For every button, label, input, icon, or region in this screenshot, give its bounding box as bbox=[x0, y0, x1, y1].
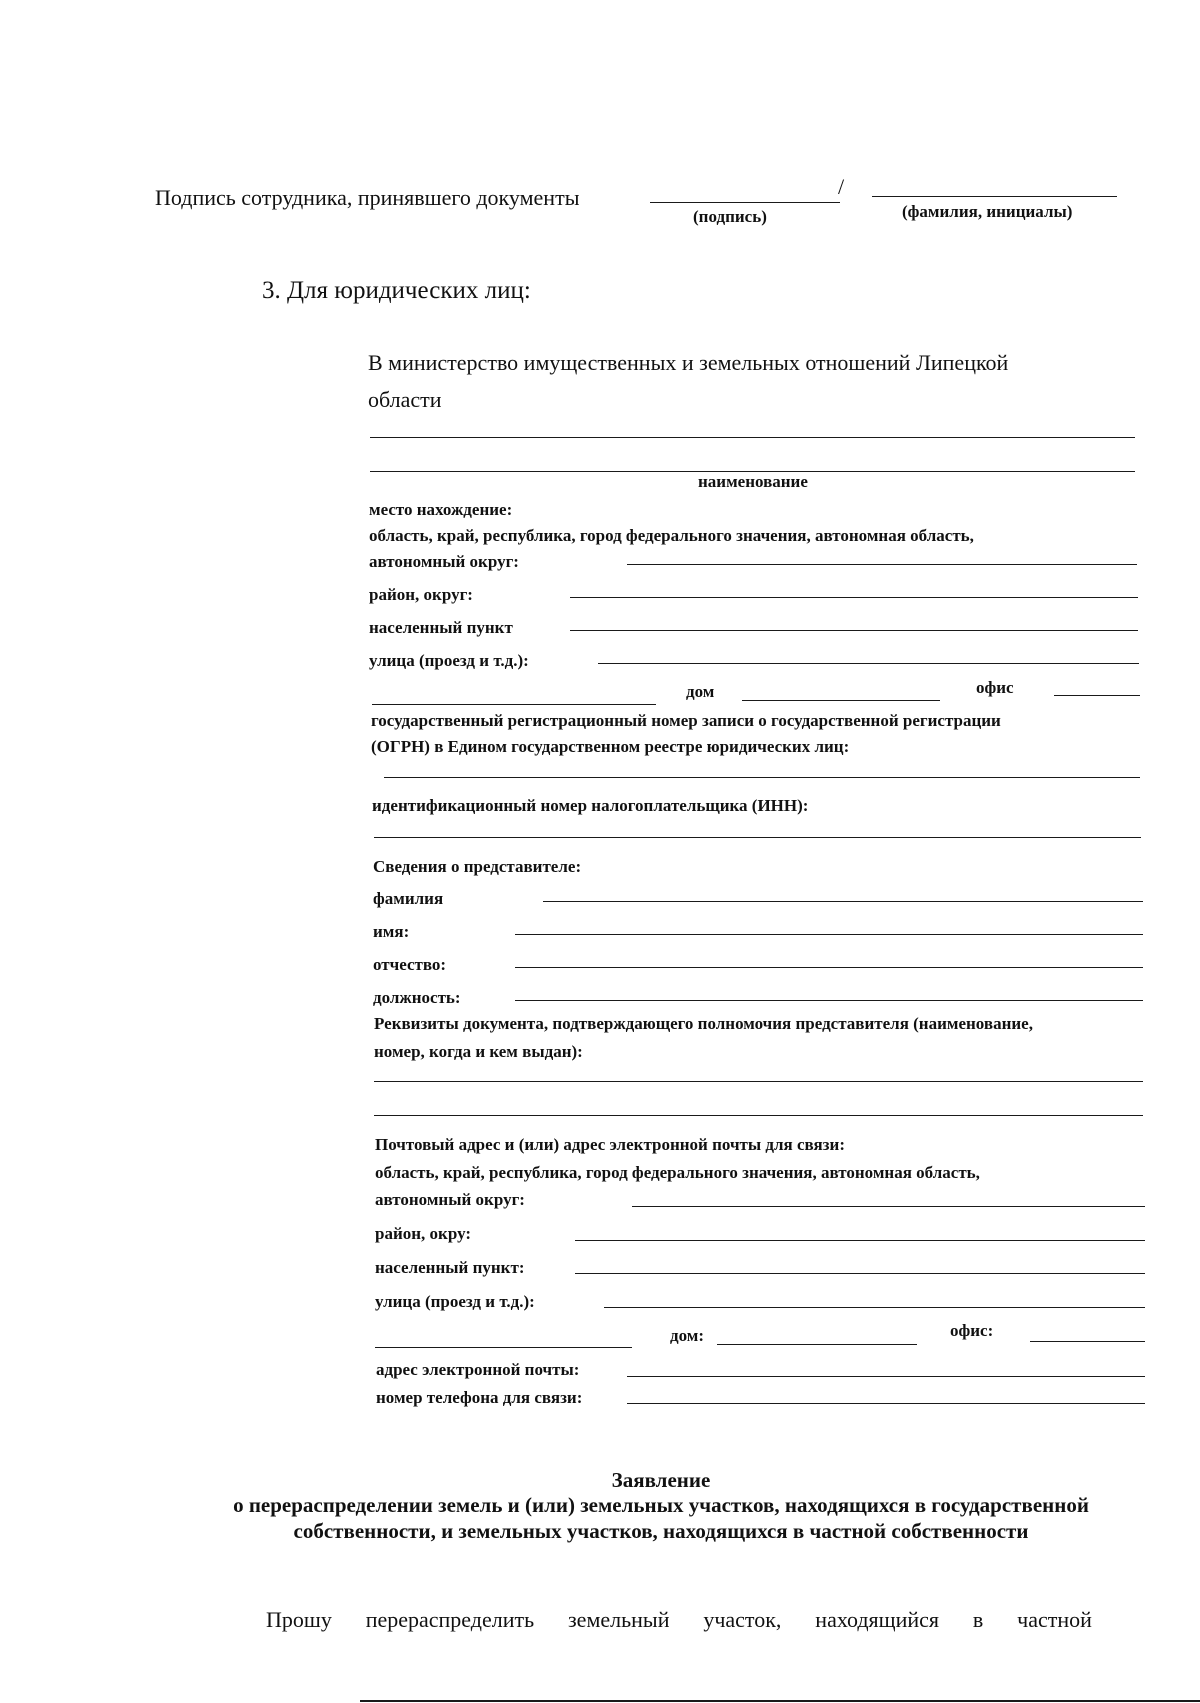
location-district-label: район, округ: bbox=[369, 585, 473, 604]
statement-title: Заявление bbox=[611, 1468, 711, 1492]
statement-word: перераспределить bbox=[365, 1607, 535, 1632]
location-region-line-1: область, край, республика, город федерального значения, автономная область, bbox=[369, 526, 974, 545]
postal-street-field[interactable] bbox=[604, 1307, 1145, 1308]
location-house-label: дом bbox=[686, 682, 715, 701]
ogrn-field[interactable] bbox=[384, 777, 1140, 778]
representative-patronymic-field[interactable] bbox=[515, 967, 1143, 968]
location-district-field[interactable] bbox=[570, 597, 1138, 598]
representative-name-label: имя: bbox=[373, 922, 410, 941]
postal-heading: Почтовый адрес и (или) адрес электронной почты для связи: bbox=[375, 1135, 845, 1154]
statement-word: участок, bbox=[703, 1607, 782, 1632]
section-heading: 3. Для юридических лиц: bbox=[262, 277, 531, 304]
ogrn-label-line-1: государственный регистрационный номер записи о государственной регистрации bbox=[371, 711, 1001, 730]
location-house-field[interactable] bbox=[742, 700, 940, 701]
postal-phone-label: номер телефона для связи: bbox=[376, 1388, 583, 1407]
postal-office-label: офис: bbox=[950, 1321, 994, 1340]
statement-body-line bbox=[266, 1607, 1092, 1633]
applicant-name-line-1 bbox=[370, 437, 1135, 438]
staff-signature-label: Подпись сотрудника, принявшего документы bbox=[155, 185, 580, 210]
representative-patronymic-label: отчество: bbox=[373, 955, 447, 974]
signature-slash: / bbox=[838, 174, 845, 199]
statement-word: земельный bbox=[567, 1607, 670, 1632]
postal-house-field[interactable] bbox=[717, 1344, 917, 1345]
addressee-line-2: области bbox=[368, 387, 442, 412]
name-caption: наименование bbox=[698, 472, 808, 491]
location-region-line-2: автономный округ: bbox=[369, 552, 519, 571]
representative-doc-label-line-1: Реквизиты документа, подтверждающего полномочия представителя (наименование, bbox=[374, 1014, 1033, 1033]
representative-doc-field-1[interactable] bbox=[374, 1081, 1143, 1082]
representative-surname-field[interactable] bbox=[543, 901, 1143, 902]
postal-locality-label: населенный пункт: bbox=[375, 1258, 525, 1277]
location-region-field[interactable] bbox=[627, 564, 1137, 565]
page-bottom-line bbox=[360, 1700, 1200, 1702]
statement-word: Прошу bbox=[266, 1607, 332, 1632]
addressee-line-1: В министерство имущественных и земельных отношений Липецкой bbox=[368, 350, 1009, 375]
location-heading: место нахождение: bbox=[369, 500, 513, 519]
ogrn-label-line-2: (ОГРН) в Едином государственном реестре юридических лиц: bbox=[371, 737, 850, 756]
inn-field[interactable] bbox=[374, 837, 1141, 838]
postal-region-line-1: область, край, республика, город федерального значения, автономная область, bbox=[375, 1163, 980, 1182]
inn-label: идентификационный номер налогоплательщика (ИНН): bbox=[372, 796, 809, 815]
location-street-label: улица (проезд и т.д.): bbox=[369, 651, 529, 670]
representative-doc-label-line-2: номер, когда и кем выдан): bbox=[374, 1042, 583, 1061]
name-initials-line bbox=[872, 196, 1117, 197]
postal-district-field[interactable] bbox=[575, 1240, 1145, 1241]
postal-locality-field[interactable] bbox=[575, 1273, 1145, 1274]
representative-heading: Сведения о представителе: bbox=[373, 857, 582, 876]
representative-surname-label: фамилия bbox=[373, 889, 444, 908]
postal-house-label: дом: bbox=[670, 1326, 705, 1345]
postal-street-field-2[interactable] bbox=[375, 1347, 632, 1348]
location-street-field-2[interactable] bbox=[372, 704, 656, 705]
representative-name-field[interactable] bbox=[515, 934, 1143, 935]
postal-street-label: улица (проезд и т.д.): bbox=[375, 1292, 535, 1311]
signature-caption: (подпись) bbox=[693, 207, 767, 226]
name-initials-caption: (фамилия, инициалы) bbox=[902, 202, 1073, 221]
representative-position-field[interactable] bbox=[515, 1000, 1143, 1001]
location-office-label: офис bbox=[976, 678, 1014, 697]
location-street-field[interactable] bbox=[598, 663, 1139, 664]
statement-word: частной bbox=[1017, 1607, 1092, 1632]
statement-subtitle-1: о перераспределении земель и (или) земельных участков, находящихся в государственной bbox=[233, 1493, 1089, 1517]
postal-region-line-2: автономный округ: bbox=[375, 1190, 525, 1209]
postal-phone-field[interactable] bbox=[627, 1403, 1145, 1404]
representative-position-label: должность: bbox=[373, 988, 461, 1007]
postal-office-field[interactable] bbox=[1030, 1341, 1145, 1342]
location-office-field[interactable] bbox=[1054, 695, 1140, 696]
statement-word: находящийся bbox=[815, 1607, 940, 1632]
statement-subtitle-2: собственности, и земельных участков, находящихся в частной собственности bbox=[293, 1519, 1029, 1543]
postal-district-label: район, окру: bbox=[375, 1224, 472, 1243]
postal-email-field[interactable] bbox=[627, 1376, 1145, 1377]
postal-region-field[interactable] bbox=[632, 1206, 1145, 1207]
signature-line bbox=[650, 202, 840, 203]
location-locality-field[interactable] bbox=[570, 630, 1138, 631]
representative-doc-field-2[interactable] bbox=[374, 1115, 1143, 1116]
location-locality-label: населенный пункт bbox=[369, 618, 513, 637]
postal-email-label: адрес электронной почты: bbox=[376, 1360, 580, 1379]
statement-word: в bbox=[972, 1607, 984, 1632]
